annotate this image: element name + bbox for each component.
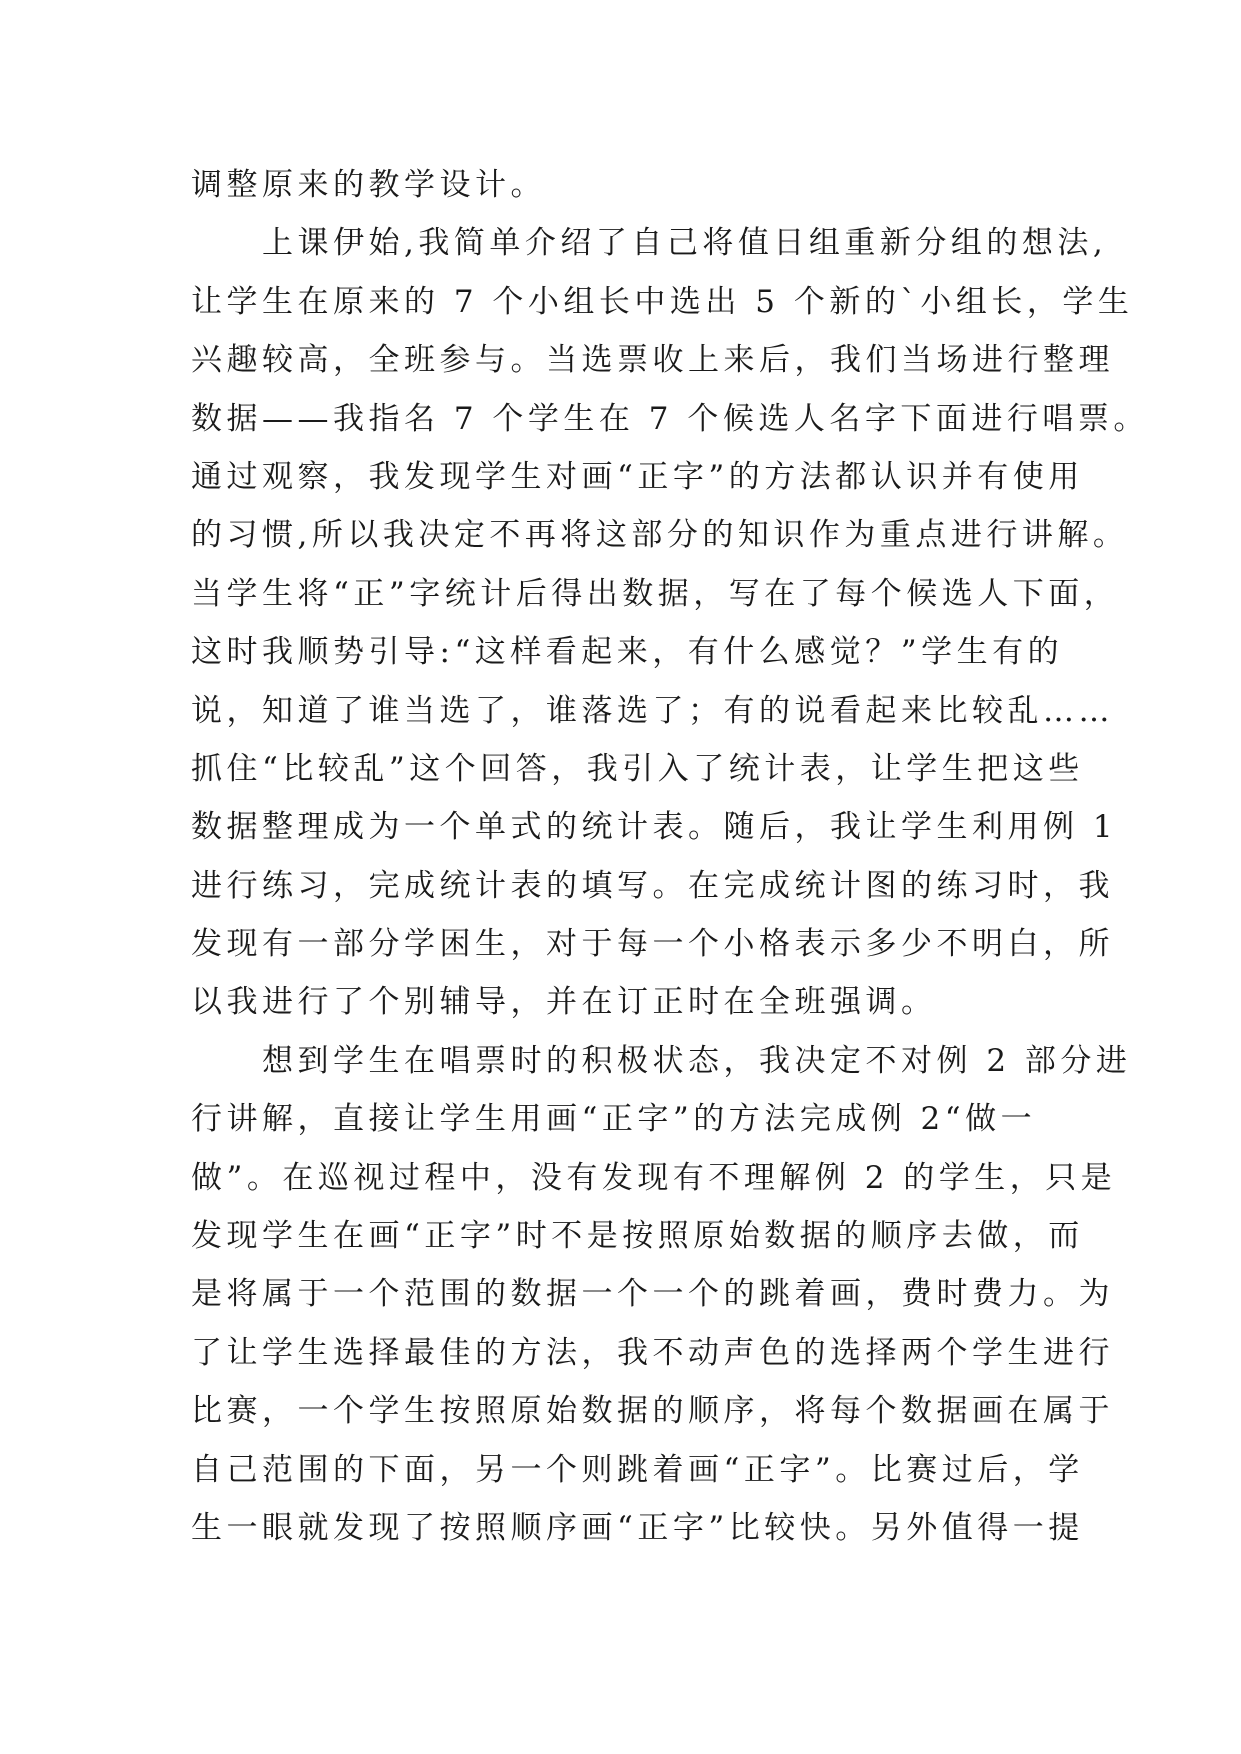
text-line: 行讲解，直接让学生用画“正字”的方法完成例 2“做一 (191, 1101, 1037, 1138)
body-text (191, 156, 1149, 1557)
text-line: 做”。在巡视过程中，没有发现有不理解例 2 的学生，只是 (191, 1159, 1117, 1196)
text-line: 是将属于一个范围的数据一个一个的跳着画，费时费力。为 (191, 1276, 1114, 1313)
text-line: 发现学生在画“正字”时不是按照原始数据的顺序去做，而 (191, 1218, 1084, 1255)
text-line: 的习惯,所以我决定不再将这部分的知识作为重点进行讲解。 (191, 517, 1129, 554)
text-line: 当学生将“正”字统计后得出数据，写在了每个候选人下面， (191, 575, 1120, 612)
text-line: 以我进行了个别辅导，并在订正时在全班强调。 (191, 984, 937, 1021)
text-line: 进行练习，完成统计表的填写。在完成统计图的练习时，我 (191, 867, 1114, 904)
text-line: 生一眼就发现了按照顺序画“正字”比较快。另外值得一提 (191, 1509, 1084, 1546)
text-line: 自己范围的下面，另一个则跳着画“正字”。比赛过后，学 (191, 1451, 1084, 1488)
text-line: 想到学生在唱票时的积极状态，我决定不对例 2 部分进 (191, 1042, 1132, 1079)
text-line: 抓住“比较乱”这个回答，我引入了统计表，让学生把这些 (191, 750, 1084, 787)
text-line: 兴趣较高，全班参与。当选票收上来后，我们当场进行整理 (191, 342, 1114, 379)
text-line: 数据整理成为一个单式的统计表。随后，我让学生利用例 1 (191, 809, 1118, 846)
text-line: 让学生在原来的 7 个小组长中选出 5 个新的`小组长，学生 (191, 283, 1134, 320)
text-line: 说，知道了谁当选了，谁落选了；有的说看起来比较乱…… (191, 692, 1114, 729)
text-line: 上课伊始,我简单介绍了自己将值日组重新分组的想法, (191, 225, 1108, 262)
text-line: 数据——我指名 7 个学生在 7 个候选人名字下面进行唱票。 (191, 400, 1149, 437)
text-line: 调整原来的教学设计。 (191, 167, 546, 203)
text-line: 通过观察，我发现学生对画“正字”的方法都认识并有使用 (191, 458, 1084, 495)
text-line: 比赛，一个学生按照原始数据的顺序，将每个数据画在属于 (191, 1393, 1114, 1430)
text-line: 发现有一部分学困生，对于每一个小格表示多少不明白，所 (191, 926, 1114, 963)
text-line: 这时我顺势引导:“这样看起来，有什么感觉？”学生有的 (191, 634, 1064, 671)
text-line: 了让学生选择最佳的方法，我不动声色的选择两个学生进行 (191, 1334, 1114, 1371)
